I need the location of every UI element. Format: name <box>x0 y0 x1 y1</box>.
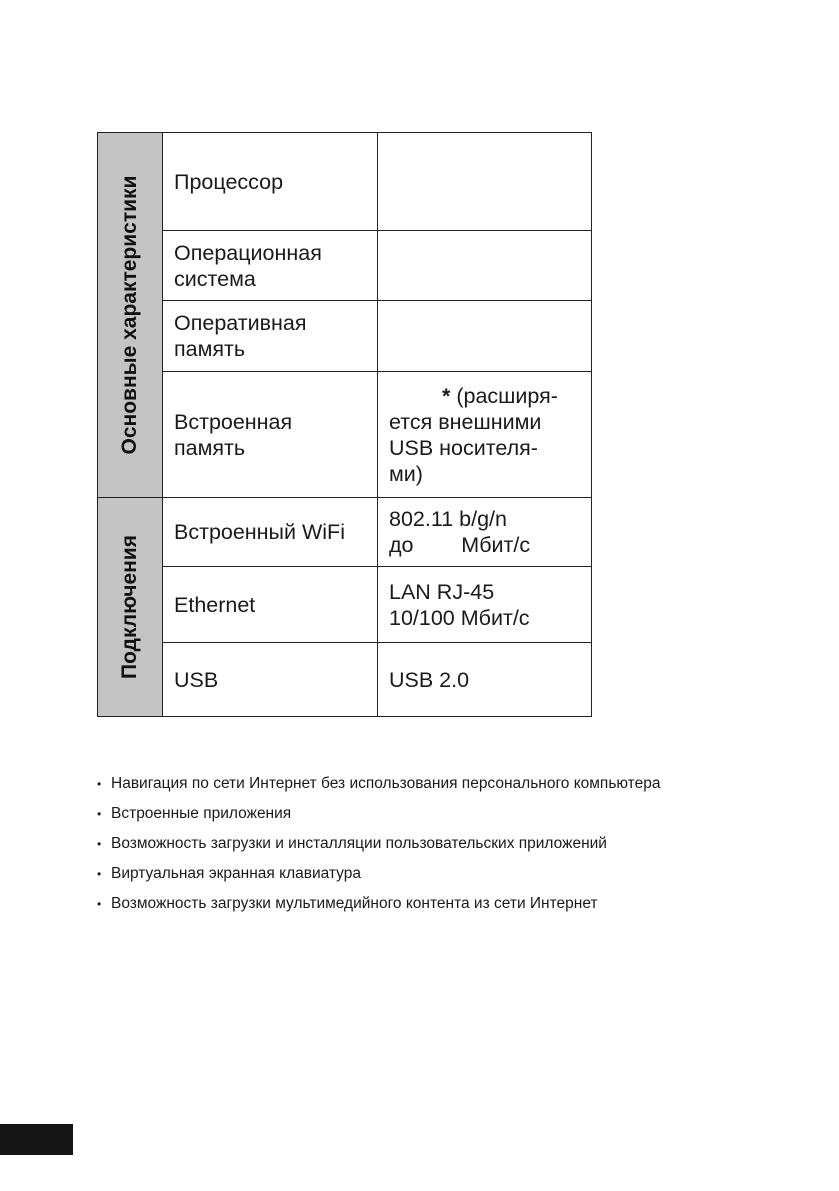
spec-value-line: USB 2.0 <box>389 667 470 692</box>
spec-name-line: Оперативная <box>174 311 307 335</box>
spec-value-cell <box>378 498 592 567</box>
spec-name-line: память <box>174 435 246 460</box>
spec-name-line: Операционная <box>174 240 322 265</box>
spec-value-line: ется внешними <box>389 409 542 434</box>
list-item <box>97 889 660 919</box>
spec-name-line: USB <box>174 667 219 692</box>
footnote-star: * <box>442 383 451 408</box>
list-item-text: Навигация по сети Интернет без использования персонального компьютера <box>111 775 661 793</box>
list-item <box>97 829 660 859</box>
spec-name-cell <box>163 231 378 301</box>
bullet-icon: • <box>97 837 102 851</box>
spec-value-cell <box>378 133 592 231</box>
spec-name-line: система <box>174 266 256 291</box>
table-row <box>98 643 592 717</box>
table-row <box>98 133 592 231</box>
spec-value-line <box>389 383 580 409</box>
list-item-text: Встроенные приложения <box>111 805 292 823</box>
spec-value-line: ми) <box>389 461 423 486</box>
features-list <box>97 769 660 919</box>
list-item <box>97 799 660 829</box>
page-edge-tab <box>0 1124 73 1155</box>
spec-name-line: Процессор <box>174 169 284 194</box>
spec-name-cell <box>163 301 378 372</box>
table-row <box>98 567 592 643</box>
table-row <box>98 498 592 567</box>
group-label: Основные характеристики <box>118 175 141 455</box>
spec-name-cell <box>163 643 378 717</box>
spec-value-line: USB носителя- <box>389 435 538 460</box>
spec-name-cell <box>163 372 378 498</box>
bullet-icon: • <box>97 777 102 791</box>
spec-name-cell <box>163 567 378 643</box>
spec-value-cell <box>378 643 592 717</box>
spec-value-cell <box>378 231 592 301</box>
table-row <box>98 372 592 498</box>
list-item-text: Виртуальная экранная клавиатура <box>111 865 361 883</box>
bullet-icon: • <box>97 807 102 821</box>
spec-name-line: память <box>174 337 246 361</box>
list-item <box>97 859 660 889</box>
table-row <box>98 231 592 301</box>
group-cell-connections <box>98 498 163 717</box>
list-item-text: Возможность загрузки и инсталляции пользовательских приложений <box>111 835 607 853</box>
spec-value-cell <box>378 372 592 498</box>
spec-value-cell <box>378 301 592 372</box>
spec-value-line: 10/100 Мбит/с <box>389 605 530 630</box>
spec-name-line: Ethernet <box>174 592 256 617</box>
spec-name-line: Встроенный WiFi <box>174 520 345 544</box>
table-row <box>98 301 592 372</box>
spec-name-cell <box>163 498 378 567</box>
list-item-text: Возможность загрузки мультимедийного контента из сети Интернет <box>111 895 598 913</box>
spec-value-line: 802.11 b/g/n <box>389 507 507 531</box>
group-label: Подключения <box>118 535 141 679</box>
spec-value-line: до Мбит/с <box>389 533 531 557</box>
spec-value-cell <box>378 567 592 643</box>
spec-name-cell <box>163 133 378 231</box>
spec-value-line: LAN RJ-45 <box>389 579 495 604</box>
bullet-icon: • <box>97 867 102 881</box>
group-cell-main-characteristics <box>98 133 163 498</box>
specifications-table <box>97 132 592 717</box>
list-item <box>97 769 660 799</box>
spec-name-line: Встроенная <box>174 409 293 434</box>
spec-value-text: (расширя- <box>450 383 558 408</box>
bullet-icon: • <box>97 897 102 911</box>
